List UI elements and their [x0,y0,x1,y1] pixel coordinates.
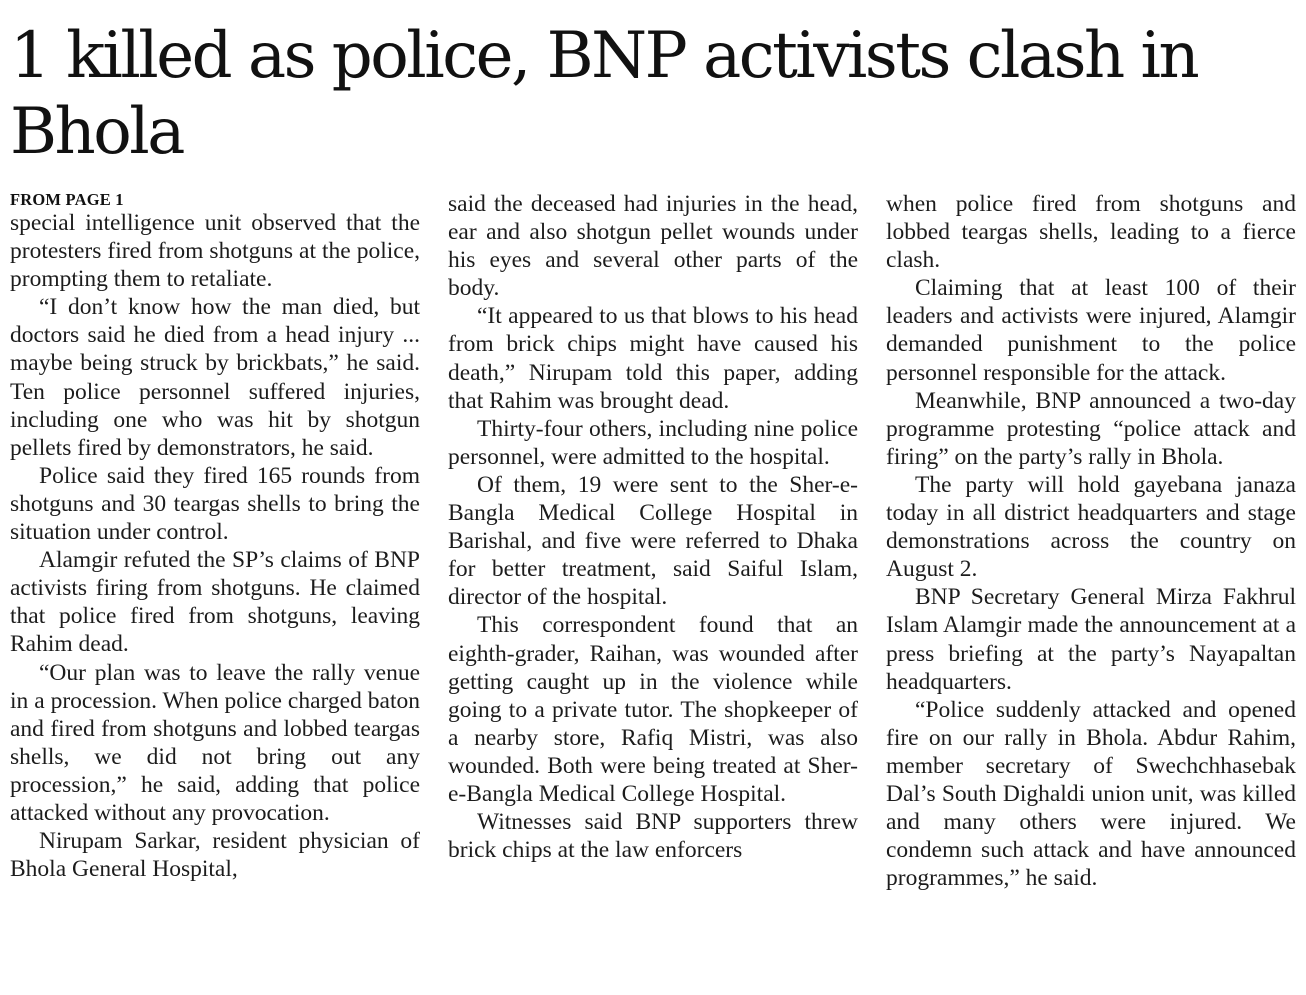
paragraph: “I don’t know how the man died, but doctors said he died from a head injury ... maybe being struck by brickbats,” he said. Ten police personnel suffered injuries, including one who was hit by shotgun pellets fired by demonstrators, he said. [10,294,420,461]
paragraph: said the deceased had injuries in the head, ear and also shotgun pellet wounds under his eyes and several other parts of the body. [448,191,858,302]
paragraph: BNP Secretary General Mirza Fakhrul Islam Alamgir made the announcement at a press briefing at the party’s Nayapaltan headquarters. [886,584,1296,695]
paragraph: “It appeared to us that blows to his head from brick chips might have caused his death,” Nirupam told this paper, adding that Rahim was brought dead. [448,303,858,414]
headline: 1 killed as police, BNP activists clash in Bhola [10,19,1198,169]
article-column-2 [448,190,858,864]
paragraph: “Our plan was to leave the rally venue in a procession. When police charged baton and fired from shotguns and lobbed teargas shells, we did not bring out any procession,” he said, adding that police attacked without any provocation. [10,659,420,826]
paragraph: Police said they fired 165 rounds from shotguns and 30 teargas shells to bring the situation under control. [10,462,420,546]
article-column-1 [10,190,420,883]
paragraph: when police fired from shotguns and lobbed teargas shells, leading to a fierce clash. [886,191,1296,274]
paragraph: Claiming that at least 100 of their leaders and activists were injured, Alamgir demanded punishment to the police personnel responsible for the attack. [886,275,1296,386]
paragraph: Alamgir refuted the SP’s claims of BNP activists firing from shotguns. He claimed that police fired from shotguns, leaving Rahim dead. [10,547,420,658]
paragraph: Witnesses said BNP supporters threw brick chips at the law enforcers [448,809,858,864]
paragraph: The party will hold gayebana janaza today in all district headquarters and stage demonstrations across the country on August 2. [886,471,1296,583]
paragraph: Meanwhile, BNP announced a two-day programme protesting “police attack and firing” on the party’s rally in Bhola. [886,387,1296,470]
paragraph: Nirupam Sarkar, resident physician of Bhola General Hospital, [10,828,420,883]
paragraph: This correspondent found that an eighth-grader, Raihan, was wounded after getting caught up in the violence while going to a private tutor. The shopkeeper of a nearby store, Rafiq Mistri, was also wounded. Both were being treated at Sher-e-Bangla Medical College Hospital. [448,612,858,807]
paragraph: special intelligence unit observed that the protesters fired from shotguns at the police, prompting them to retaliate. [10,210,420,293]
paragraph: Of them, 19 were sent to the Sher-e-Bangla Medical College Hospital in Barishal, and five were referred to Dhaka for better treatment, said Saiful Islam, director of the hospital. [448,471,858,611]
paragraph: Thirty-four others, including nine police personnel, were admitted to the hospital. [448,415,858,470]
from-page-kicker: FROM PAGE 1 [10,190,124,209]
article-column-3 [886,190,1296,892]
paragraph: “Police suddenly attacked and opened fire on our rally in Bhola. Abdur Rahim, member secretary of Swechchhasebak Dal’s South Dighaldi union unit, was killed and many others were injured. We condemn such attack and have announced programmes,” he said. [886,696,1296,892]
